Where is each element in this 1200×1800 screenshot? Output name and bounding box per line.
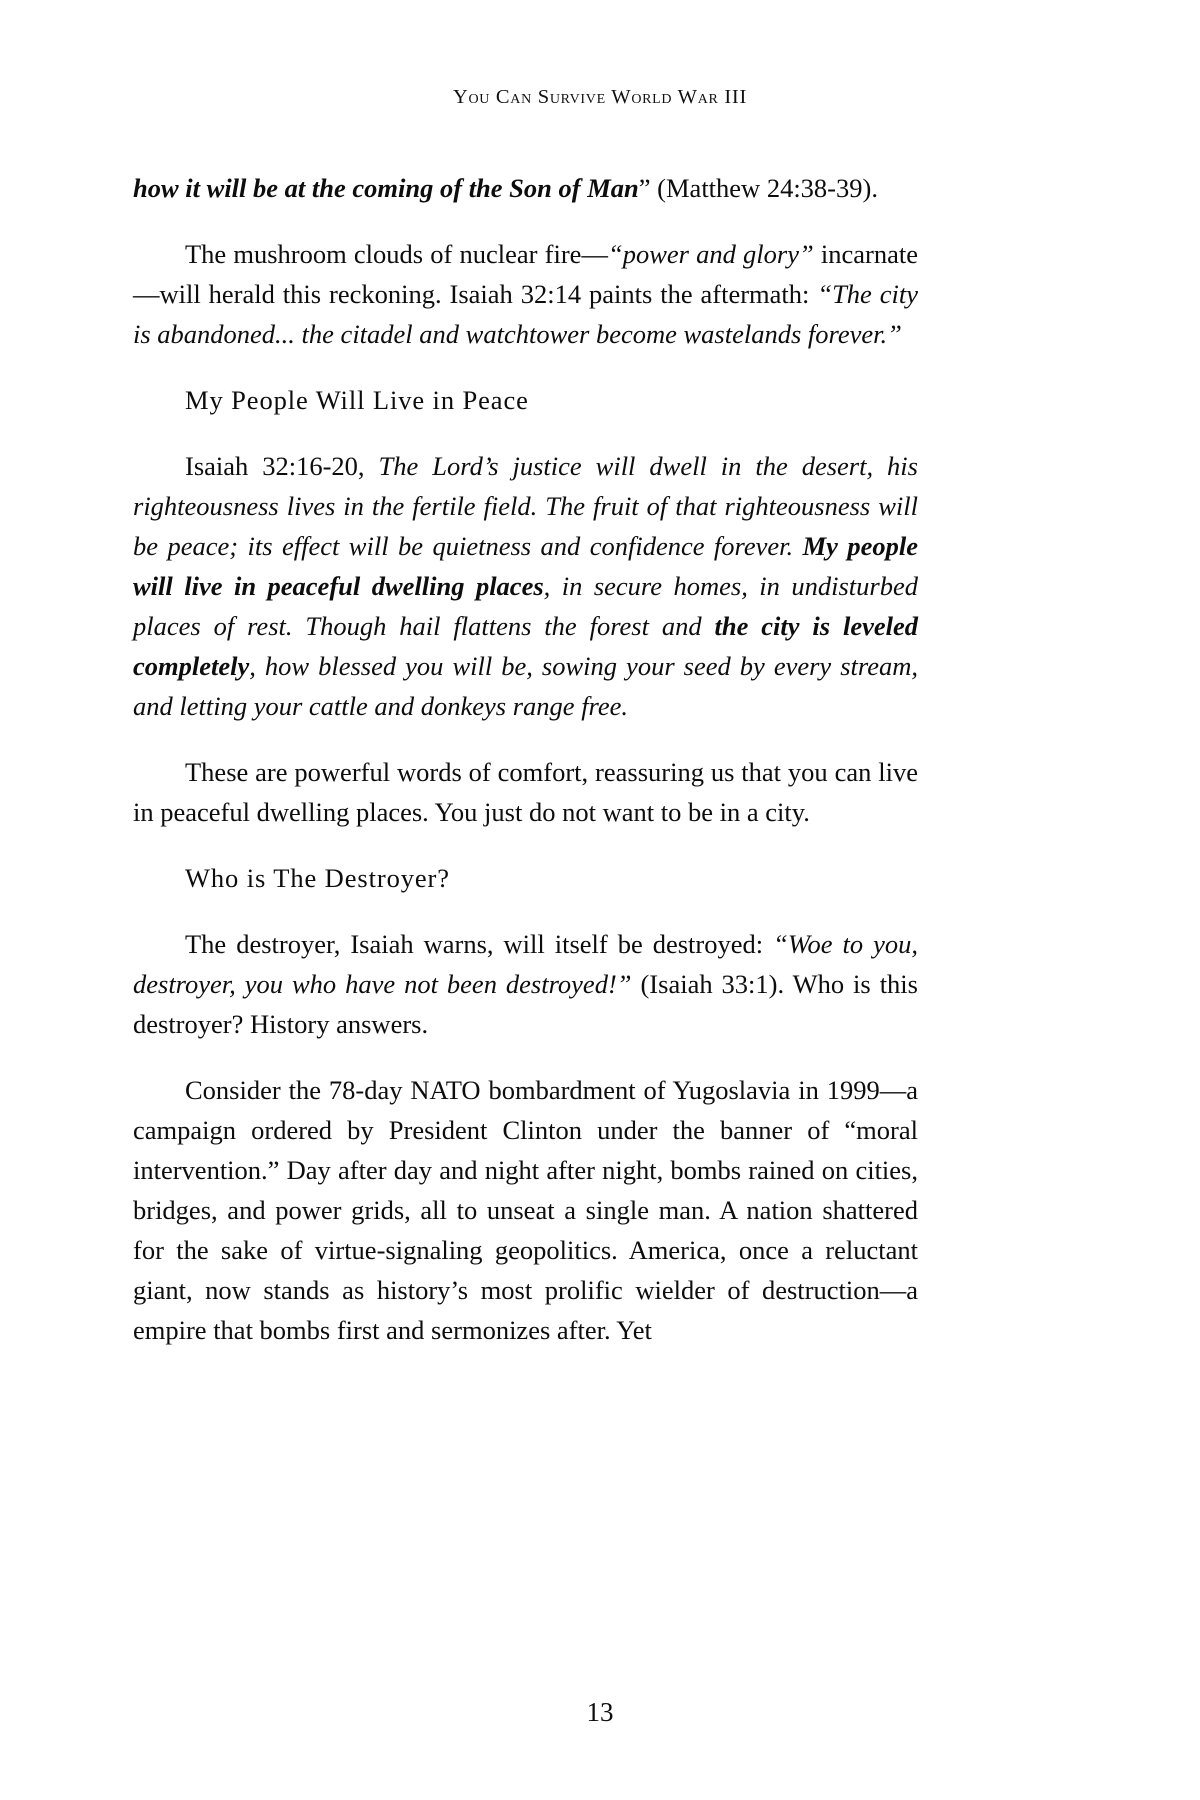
quote-power-and-glory: “power and glory” [607,239,814,269]
scripture-reference: Isaiah 32:16-20, [185,451,379,481]
section-heading-who-is-the-destroyer: Who is The Destroyer? [185,863,450,893]
page-number: 13 [586,1697,614,1727]
running-head: You Can Survive World War III [452,86,747,108]
scripture-text-part-3: , how blessed you will be, sowing your seed by every stream, and letting your cattle and donkeys range free. [133,651,918,721]
scripture-emphasis-matthew: how it will be at the coming of the Son of Man [133,173,639,203]
paragraph-words-of-comfort: These are powerful words of comfort, reassuring us that you can live in peaceful dwelling places. You just do not want to be in a city. [133,757,918,827]
body-text-column [133,168,918,1350]
scripture-bold-city-leveled: the city is leveled completely [133,611,918,681]
scripture-text-part-1: The Lord’s justice will dwell in the desert, his righteousness lives in the fertile field. The fruit of that righteousness will be peace; its effect will be quietness and confidence forever. [133,451,918,561]
paragraph-isaiah-32-16-20 [133,446,918,726]
paragraph-continuation [133,168,918,208]
paragraph-mushroom-clouds [133,234,918,354]
quote-isaiah-32-14: “The city is abandoned... the citadel and watchtower become wastelands forever.” [133,279,918,349]
text-run: The mushroom clouds of nuclear fire— [185,239,608,269]
scripture-bold-my-people: My people will live in peaceful dwelling places [133,531,918,601]
text-run: The destroyer, Isaiah warns, will itself be destroyed: [185,929,774,959]
paragraph-destroyer [133,924,918,1044]
quote-isaiah-33-1: “Woe to you, destroyer, you who have not been destroyed!” [133,929,918,999]
scripture-text-part-2: , in secure homes, in undisturbed places of rest. Though hail flattens the forest and [133,571,918,641]
text-run: (Isaiah 33:1). Who is this destroyer? History answers. [133,969,918,1039]
matthew-citation: ” (Matthew 24:38-39). [638,173,878,203]
paragraph-nato-yugoslavia: Consider the 78-day NATO bombardment of Yugoslavia in 1999—a campaign ordered by President Clinton under the banner of “moral intervention.” Day after day and night after night, bombs rained on cities, bridges, and power grids, all to unseat a single man. A nation shattered for the sake of virtue-signaling geopolitics. America, once a reluctant giant, now stands as history’s most prolific wielder of destruction—a empire that bombs first and sermonizes after. Yet [133,1075,918,1345]
text-run: incarnate—will herald this reckoning. Isaiah 32:14 paints the aftermath: [133,239,918,309]
section-heading-my-people-will-live-in-peace: My People Will Live in Peace [185,385,529,415]
